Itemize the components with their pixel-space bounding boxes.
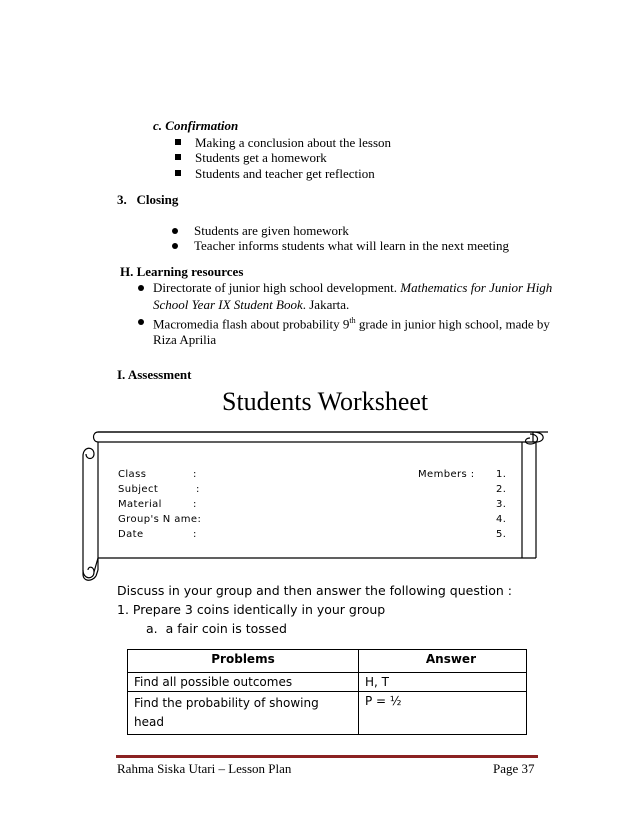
question-1a: a. a fair coin is tossed (146, 621, 287, 636)
resource-item-2 (153, 313, 553, 348)
member-number: 5. (496, 529, 507, 540)
table-row (128, 673, 527, 692)
discussion-intro: Discuss in your group and then answer the following question : (117, 583, 512, 598)
member-number: 1. (496, 469, 507, 480)
list-item (175, 166, 375, 182)
resource-text: Macromedia flash about probability 9 (153, 316, 350, 332)
list-item-text: Students and teacher get reflection (195, 166, 375, 181)
resource-text: Directorate of junior high school development. (153, 280, 398, 295)
book-title: School Year IX Student Book (153, 297, 303, 312)
list-item-text: Students are given homework (194, 223, 349, 238)
list-item (172, 223, 349, 239)
column-header: Answer (359, 650, 527, 673)
resource-text: Riza Aprilia (153, 332, 217, 348)
list-item-text: Making a conclusion about the lesson (195, 135, 392, 150)
answer-table (127, 649, 527, 735)
round-bullet-icon (172, 243, 178, 249)
table-row (128, 692, 527, 735)
member-number: 2. (496, 484, 507, 495)
material-label: Material (118, 499, 162, 510)
round-bullet-icon (172, 228, 178, 234)
subject-label: Subject (118, 484, 159, 495)
confirmation-heading: c. Confirmation (153, 118, 239, 133)
table-cell: Find the probability of showing head (128, 692, 359, 735)
table-header-row (128, 650, 527, 673)
class-label: Class (118, 469, 147, 480)
book-title: Mathematics for Junior High (400, 280, 553, 295)
table-cell: P = ½ (359, 692, 527, 735)
question-1: 1. Prepare 3 coins identically in your group (117, 602, 386, 617)
superscript: th (349, 316, 356, 325)
resource-item-1 (153, 280, 553, 313)
square-bullet-icon (175, 139, 181, 145)
resource-text: . Jakarta. (302, 297, 350, 312)
field-colon: : (193, 529, 197, 540)
column-header: Problems (128, 650, 359, 673)
list-item-text: Teacher informs students what will learn in the next meeting (194, 238, 509, 253)
square-bullet-icon (175, 170, 181, 176)
members-label: Members : (418, 469, 475, 480)
group-name-label: Group's N ame: (118, 514, 202, 525)
assessment-heading: I. Assessment (117, 367, 192, 382)
footer-page-number: Page 37 (493, 761, 535, 776)
field-colon: : (193, 499, 197, 510)
list-item (175, 135, 391, 151)
field-colon: : (196, 484, 200, 495)
footer-rule (116, 755, 538, 758)
table-cell: H, T (359, 673, 527, 692)
round-bullet-icon (138, 319, 144, 325)
list-item (175, 150, 327, 166)
member-number: 4. (496, 514, 507, 525)
list-item-text: Students get a homework (195, 150, 327, 165)
footer-left: Rahma Siska Utari – Lesson Plan (117, 761, 292, 776)
worksheet-title: Students Worksheet (222, 387, 429, 416)
square-bullet-icon (175, 154, 181, 160)
field-colon: : (193, 469, 197, 480)
resource-text: grade in junior high school, made by (355, 316, 550, 332)
round-bullet-icon (138, 285, 144, 291)
date-label: Date (118, 529, 144, 540)
member-number: 3. (496, 499, 507, 510)
table-cell: Find all possible outcomes (128, 673, 359, 692)
closing-heading: 3. Closing (117, 192, 179, 207)
learning-resources-heading: H. Learning resources (120, 264, 244, 279)
list-item (172, 238, 509, 254)
